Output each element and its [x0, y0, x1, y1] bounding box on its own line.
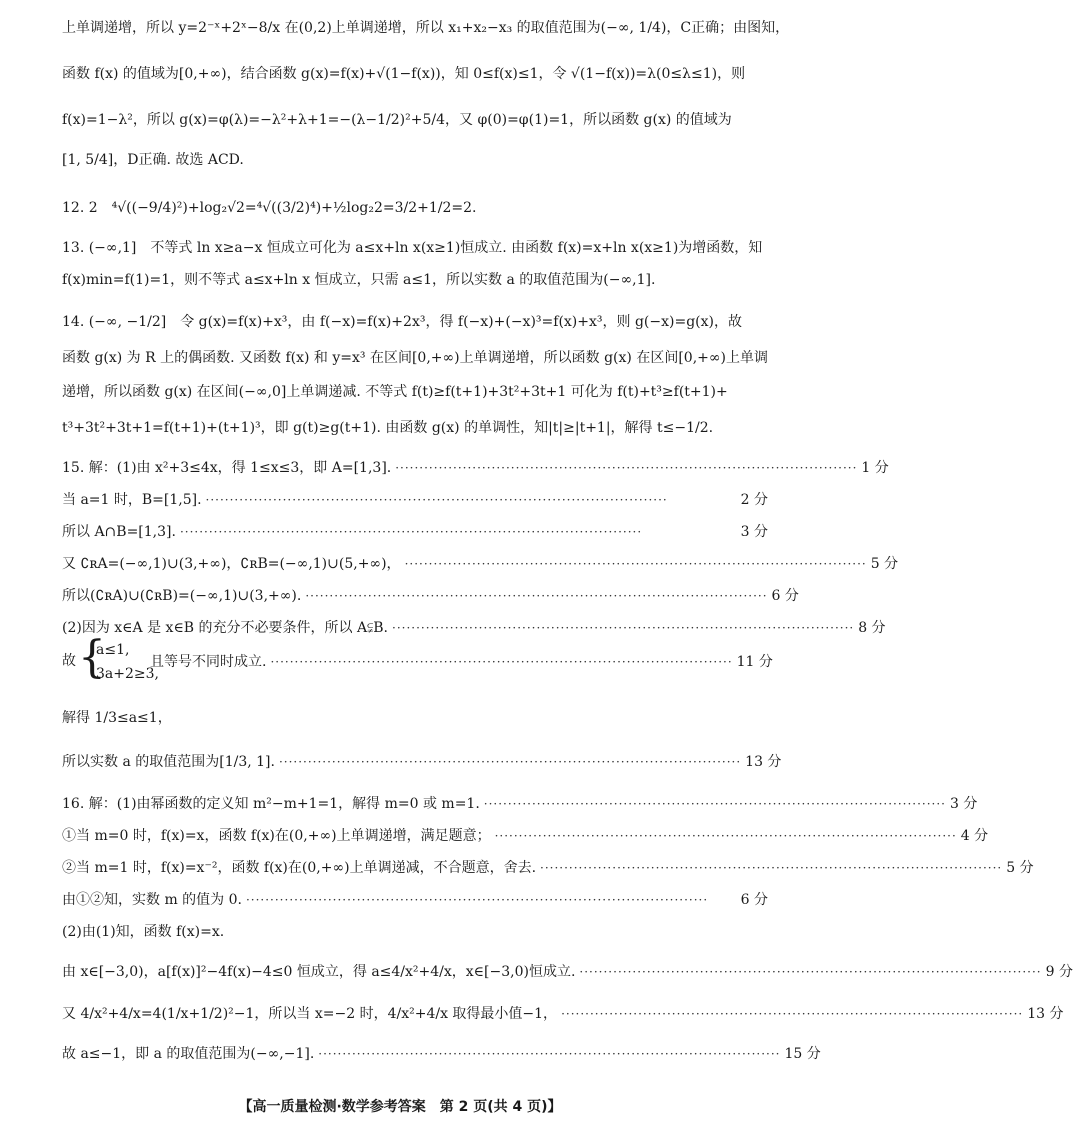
leader-dots: ································································································ [404, 557, 867, 571]
text-line-3: f(x)=1−λ²，所以 g(x)=φ(λ)=−λ²+λ+1=−(λ−1/2)²+5/4，又 φ(0)=φ(1)=1，所以函数 g(x) 的值域为 [62, 112, 732, 128]
q16-row-2 [62, 826, 989, 846]
q16-row-7-score: 13 分 [1027, 1006, 1064, 1022]
answer-13-line-2: f(x)min=f(1)=1，则不等式 a≤x+ln x 恒成立，只需 a≤1，所以实数 a 的取值范围为(−∞,1]. [62, 272, 656, 288]
q16-row-3-text: ②当 m=1 时，f(x)=x⁻²，函数 f(x)在(0,+∞)上单调递减，不合题意，舍去. [62, 860, 537, 876]
q15-row-1-text: 15. 解：(1)由 x²+3≤4x，得 1≤x≤3，即 A=[1,3]. [62, 460, 392, 476]
q16-row-7-text: 又 4/x²+4/x=4(1/x+1/2)²−1，所以当 x=−2 时，4/x²+4/x 取得最小值−1， [62, 1006, 558, 1022]
q15-row-7 [150, 652, 773, 672]
answer-12: 12. 2 ⁴√((−9/4)²)+log₂√2=⁴√((3/2)⁴)+½log₂2=3/2+1/2=2. [62, 200, 477, 216]
leader-dots: ································································································ [395, 461, 858, 475]
q15-row-2-score: 2 分 [740, 492, 768, 508]
text-line-1: 上单调递增，所以 y=2⁻ˣ+2ˣ−8/x 在(0,2)上单调递增，所以 x₁+x₂−x₃ 的取值范围为(−∞, 1/4)，C正确；由图知， [62, 20, 790, 36]
q16-row-2-text: ①当 m=0 时，f(x)=x，函数 f(x)在(0,+∞)上单调递增，满足题意； [62, 828, 491, 844]
q15-row-7-text: 且等号不同时成立. [150, 654, 267, 670]
q15-row-3 [62, 522, 768, 542]
q16-row-1-score: 3 分 [949, 796, 978, 812]
answer-14-line-2: 函数 g(x) 为 R 上的偶函数. 又函数 f(x) 和 y=x³ 在区间[0,+∞)上单调递增，所以函数 g(x) 在区间[0,+∞)上单调 [62, 350, 769, 366]
leader-dots: ································································································ [205, 493, 668, 507]
q15-row-1-score: 1 分 [861, 460, 889, 476]
answer-14-line-3: 递增，所以函数 g(x) 在区间(−∞,0]上单调递减. 不等式 f(t)≥f(t+1)+3t²+3t+1 可化为 f(t)+t³≥f(t+1)+ [62, 384, 728, 400]
q16-row-8 [62, 1044, 821, 1064]
q15-row-3-score: 3 分 [740, 524, 768, 540]
q15-row-8: 解得 1/3≤a≤1， [62, 710, 172, 726]
q16-row-1 [62, 794, 978, 814]
text-line-4: [1, 5/4]，D正确. 故选 ACD. [62, 152, 244, 168]
q16-row-6-score: 9 分 [1045, 964, 1073, 980]
leader-dots: ································································································ [278, 755, 742, 769]
leader-dots: ································································································ [305, 589, 768, 603]
q15-row-6 [62, 618, 886, 638]
q15-row-9-text: 所以实数 a 的取值范围为[1/3, 1]. [62, 754, 275, 770]
leader-dots: ································································································ [561, 1007, 1024, 1021]
answer-13-line-1: 13. (−∞,1] 不等式 ln x≥a−x 恒成立可化为 a≤x+ln x(x≥1)恒成立. 由函数 f(x)=x+ln x(x≥1)为增函数，知 [62, 240, 763, 256]
q15-row-1 [62, 458, 889, 478]
q15-row-3-text: 所以 A∩B=[1,3]. [62, 524, 176, 540]
leader-dots: ································································································ [392, 621, 855, 635]
leader-dots: ································································································ [579, 965, 1042, 979]
page-footer: 【高一质量检测·数学参考答案 第 2 页(共 4 页)】 [238, 1099, 562, 1115]
left-brace: { [78, 632, 106, 683]
answer-14-line-1: 14. (−∞, −1/2] 令 g(x)=f(x)+x³，由 f(−x)=f(x)+2x³，得 f(−x)+(−x)³=f(x)+x³，则 g(−x)=g(x)，故 [62, 314, 742, 330]
q16-row-3 [62, 858, 1034, 878]
q16-row-5: (2)由(1)知，函数 f(x)=x. [62, 924, 225, 940]
q16-row-7 [62, 1004, 1064, 1024]
leader-dots: ································································································ [494, 829, 957, 843]
q16-row-2-score: 4 分 [960, 828, 989, 844]
q15-row-5 [62, 586, 799, 606]
q15-row-6-text: (2)因为 x∈A 是 x∈B 的充分不必要条件，所以 A⫋B. [62, 620, 389, 636]
q15-row-4-text: 又 ∁ʀA=(−∞,1)∪(3,+∞)，∁ʀB=(−∞,1)∪(5,+∞)， [62, 556, 401, 572]
q15-row-2 [62, 490, 768, 510]
q15-row-6-score: 8 分 [858, 620, 886, 636]
q15-row-4 [62, 554, 899, 574]
q16-row-3-score: 5 分 [1006, 860, 1034, 876]
leader-dots: ································································································ [318, 1047, 781, 1061]
q16-row-1-text: 16. 解：(1)由幂函数的定义知 m²−m+1=1，解得 m=0 或 m=1. [62, 796, 480, 812]
q15-row-2-text: 当 a=1 时，B=[1,5]. [62, 492, 202, 508]
leader-dots: ································································································ [245, 893, 709, 907]
q15-row-9 [62, 752, 782, 772]
leader-dots: ································································································ [270, 655, 733, 669]
q15-gu-label: 故 [62, 653, 76, 669]
q15-row-7-score: 11 分 [736, 654, 773, 670]
q16-row-6 [62, 962, 1073, 982]
q15-row-5-score: 6 分 [771, 588, 799, 604]
text-line-2: 函数 f(x) 的值域为[0,+∞)，结合函数 g(x)=f(x)+√(1−f(x))，知 0≤f(x)≤1，令 √(1−f(x))=λ(0≤λ≤1)，则 [62, 66, 746, 82]
answer-14-line-4: t³+3t²+3t+1=f(t+1)+(t+1)³，即 g(t)≥g(t+1). 由函数 g(x) 的单调性，知|t|≥|t+1|，解得 t≤−1/2. [62, 420, 714, 436]
q15-system-line-2: 3a+2≥3, [96, 666, 159, 682]
q16-row-6-text: 由 x∈[−3,0)，a[f(x)]²−4f(x)−4≤0 恒成立，得 a≤4/x²+4/x，x∈[−3,0)恒成立. [62, 964, 576, 980]
q16-row-4-text: 由①②知，实数 m 的值为 0. [62, 892, 242, 908]
q15-row-9-score: 13 分 [745, 754, 782, 770]
q16-row-4-score: 6 分 [740, 892, 768, 908]
leader-dots: ································································································ [179, 525, 643, 539]
q15-row-4-score: 5 分 [870, 556, 899, 572]
leader-dots: ································································································ [540, 861, 1003, 875]
q15-row-5-text: 所以(∁ʀA)∪(∁ʀB)=(−∞,1)∪(3,+∞). [62, 588, 302, 604]
q16-row-4 [62, 890, 768, 910]
leader-dots: ································································································ [483, 797, 946, 811]
q16-row-8-text: 故 a≤−1，即 a 的取值范围为(−∞,−1]. [62, 1046, 315, 1062]
q16-row-8-score: 15 分 [784, 1046, 821, 1062]
q15-system-line-1: a≤1, [96, 642, 130, 658]
